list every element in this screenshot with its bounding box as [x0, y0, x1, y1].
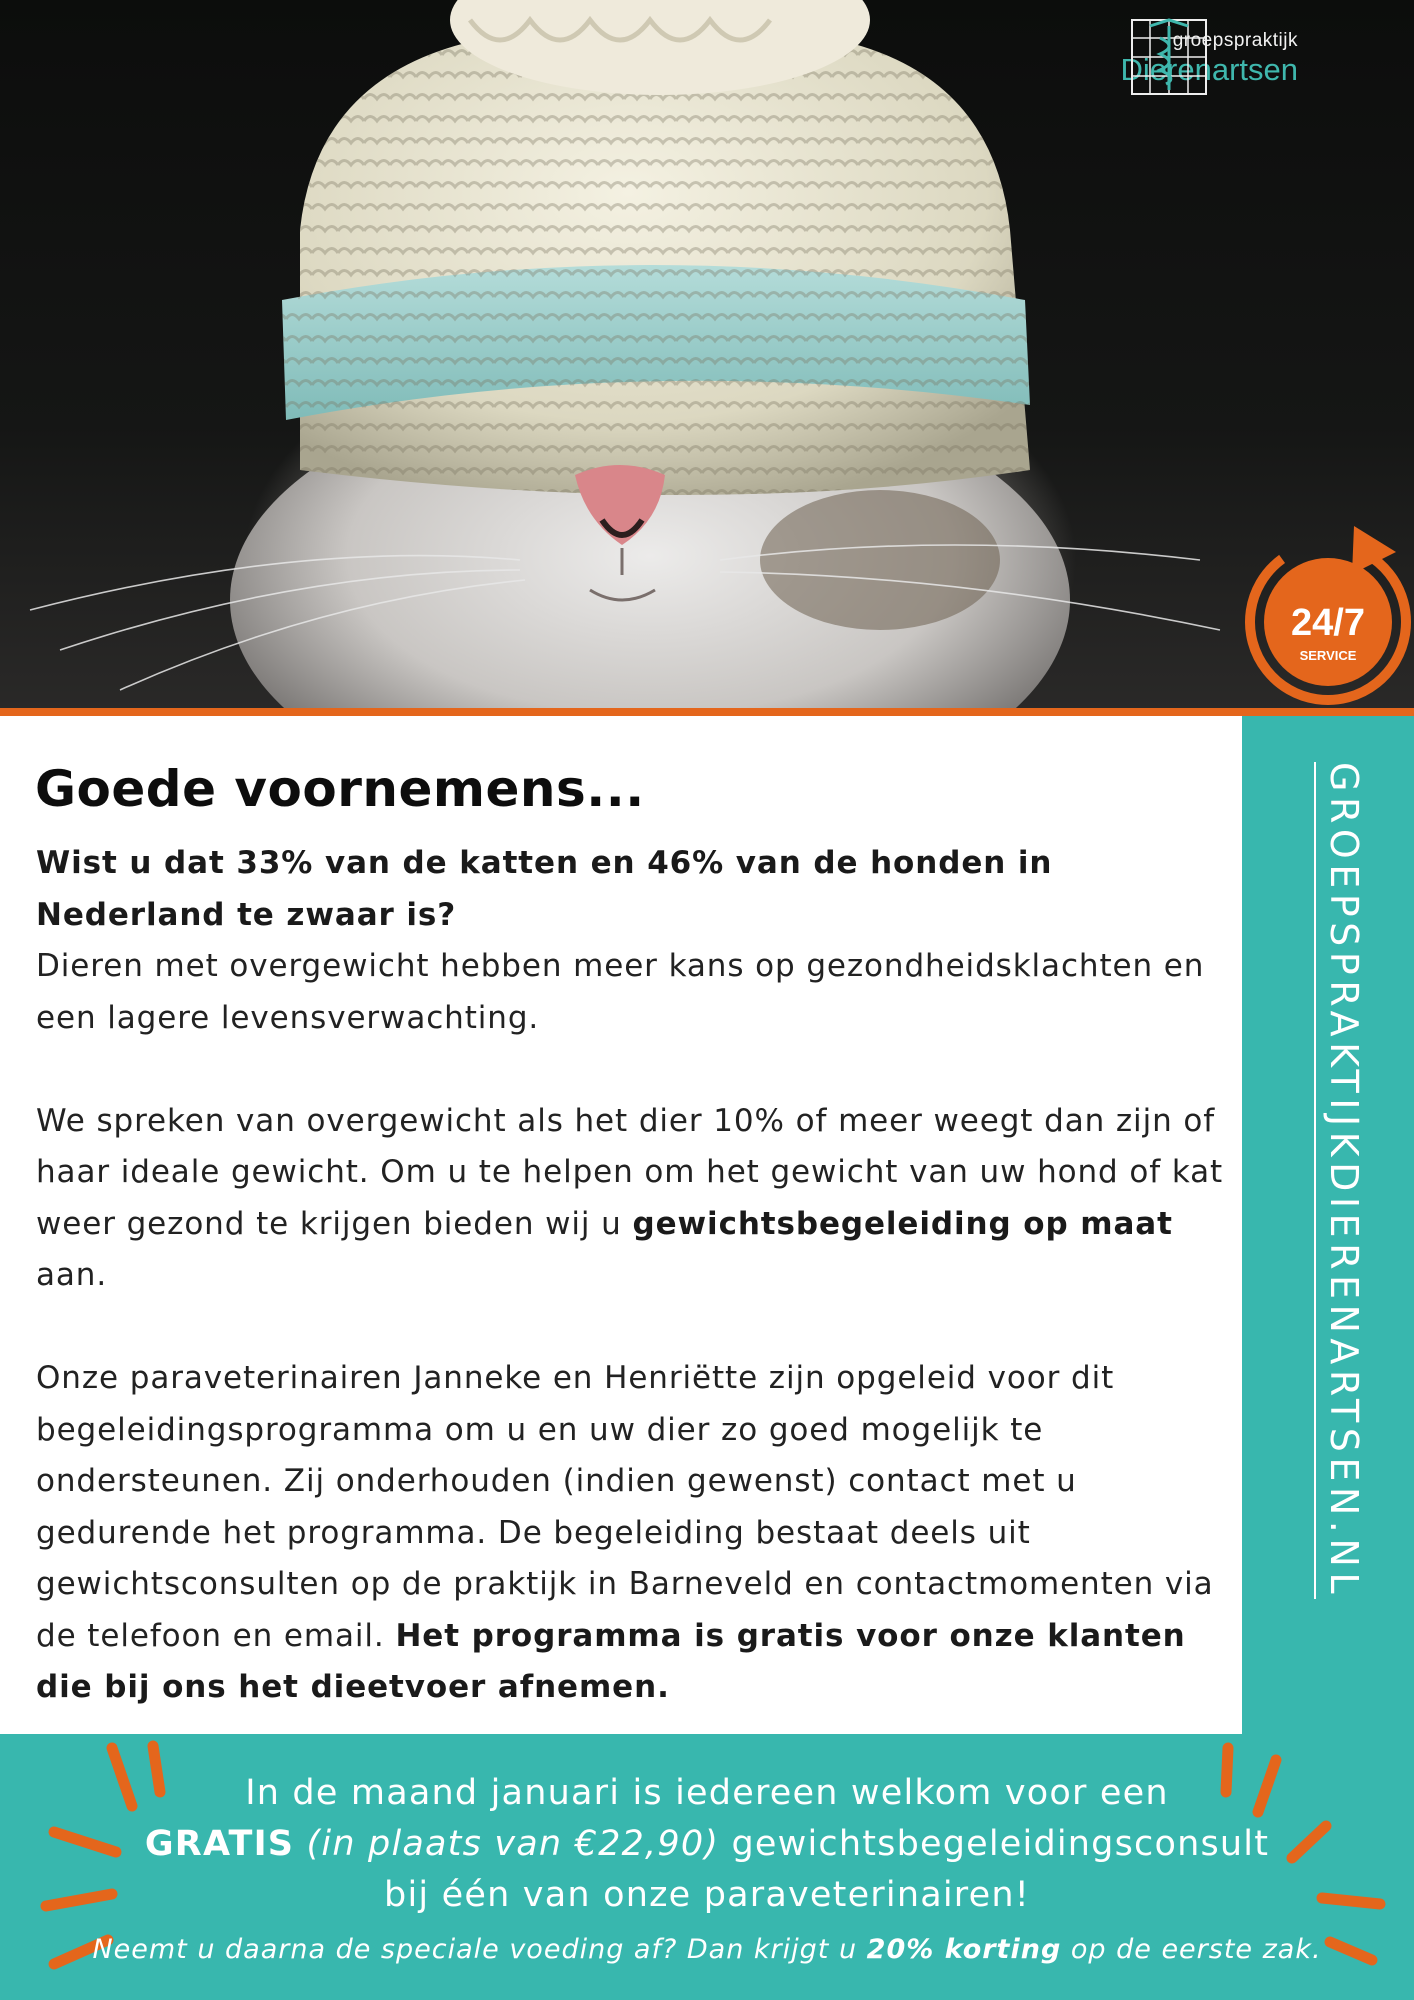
promo-price-note: (in plaats van €22,90)	[306, 1824, 720, 1864]
logo-title: Dierenartsen	[1120, 52, 1298, 87]
badge-sub-text: SERVICE	[1299, 648, 1357, 663]
logo-subtitle: groepspraktijk	[1172, 30, 1298, 51]
article-title: Goede voornemens...	[35, 760, 645, 818]
promo-free: GRATIS	[144, 1824, 295, 1864]
badge-main-text: 24/7	[1291, 602, 1365, 644]
promo-line-2: gewichtsbegeleidingsconsult	[731, 1824, 1270, 1864]
promo-banner	[0, 1734, 1414, 2000]
service-24-7-badge	[1236, 520, 1414, 710]
cat-in-hat-illustration	[0, 0, 1414, 710]
website-link[interactable]: GROEPSPRAKTIJKDIERENARTSEN.NL	[1322, 762, 1366, 1599]
paragraph-program	[36, 1353, 1226, 1714]
practice-logo[interactable]	[1120, 18, 1400, 98]
discount-note-start: Neemt u daarna de speciale voeding af? Dan krijgt u	[92, 1934, 858, 1965]
discount-note-end: op de eerste zak.	[1070, 1934, 1322, 1965]
promo-text	[60, 1768, 1354, 1921]
article-body	[36, 838, 1226, 1714]
definition-text: We spreken van overgewicht als het dier 10% of meer weegt dan zijn of haar ideale gewicht. Om u te helpen om het gewicht van uw hond of kat weer gezond te krijgen bieden wij u	[36, 1102, 1224, 1242]
discount-amount: 20% korting	[866, 1934, 1062, 1965]
promo-line-1: In de maand januari is iedereen welkom voor een	[245, 1773, 1169, 1813]
orange-divider	[0, 708, 1414, 716]
article	[36, 760, 1226, 1714]
paragraph-intro	[36, 838, 1226, 1044]
discount-note	[40, 1934, 1374, 1965]
definition-end: aan.	[36, 1257, 108, 1293]
promo-line-3: bij één van onze paraveterinairen!	[384, 1875, 1030, 1915]
paragraph-definition	[36, 1096, 1226, 1302]
definition-highlight: gewichtsbegeleiding op maat	[632, 1205, 1173, 1242]
program-text: Onze paraveterinairen Janneke en Henriëtte zijn opgeleid voor dit begeleidingsprogramma om u en uw dier zo goed mogelijk te ondersteunen. Zij onderhouden (indien gewenst) contact met u gedurende het programma. De begeleiding bestaat deels uit gewichtsconsulten op de praktijk in Barneveld en contactmomenten via de telefoon en email.	[36, 1360, 1214, 1654]
intro-text: Dieren met overgewicht hebben meer kans op gezondheidsklachten en een lagere levensverwachting.	[36, 948, 1205, 1036]
program-highlight: Het programma is gratis voor onze klanten die bij ons het dieetvoer afnemen.	[36, 1617, 1186, 1705]
intro-question: Wist u dat 33% van de katten en 46% van de honden in Nederland te zwaar is?	[36, 845, 1053, 933]
hero-photo	[0, 0, 1414, 710]
building-grid-logo-icon	[1130, 18, 1210, 98]
